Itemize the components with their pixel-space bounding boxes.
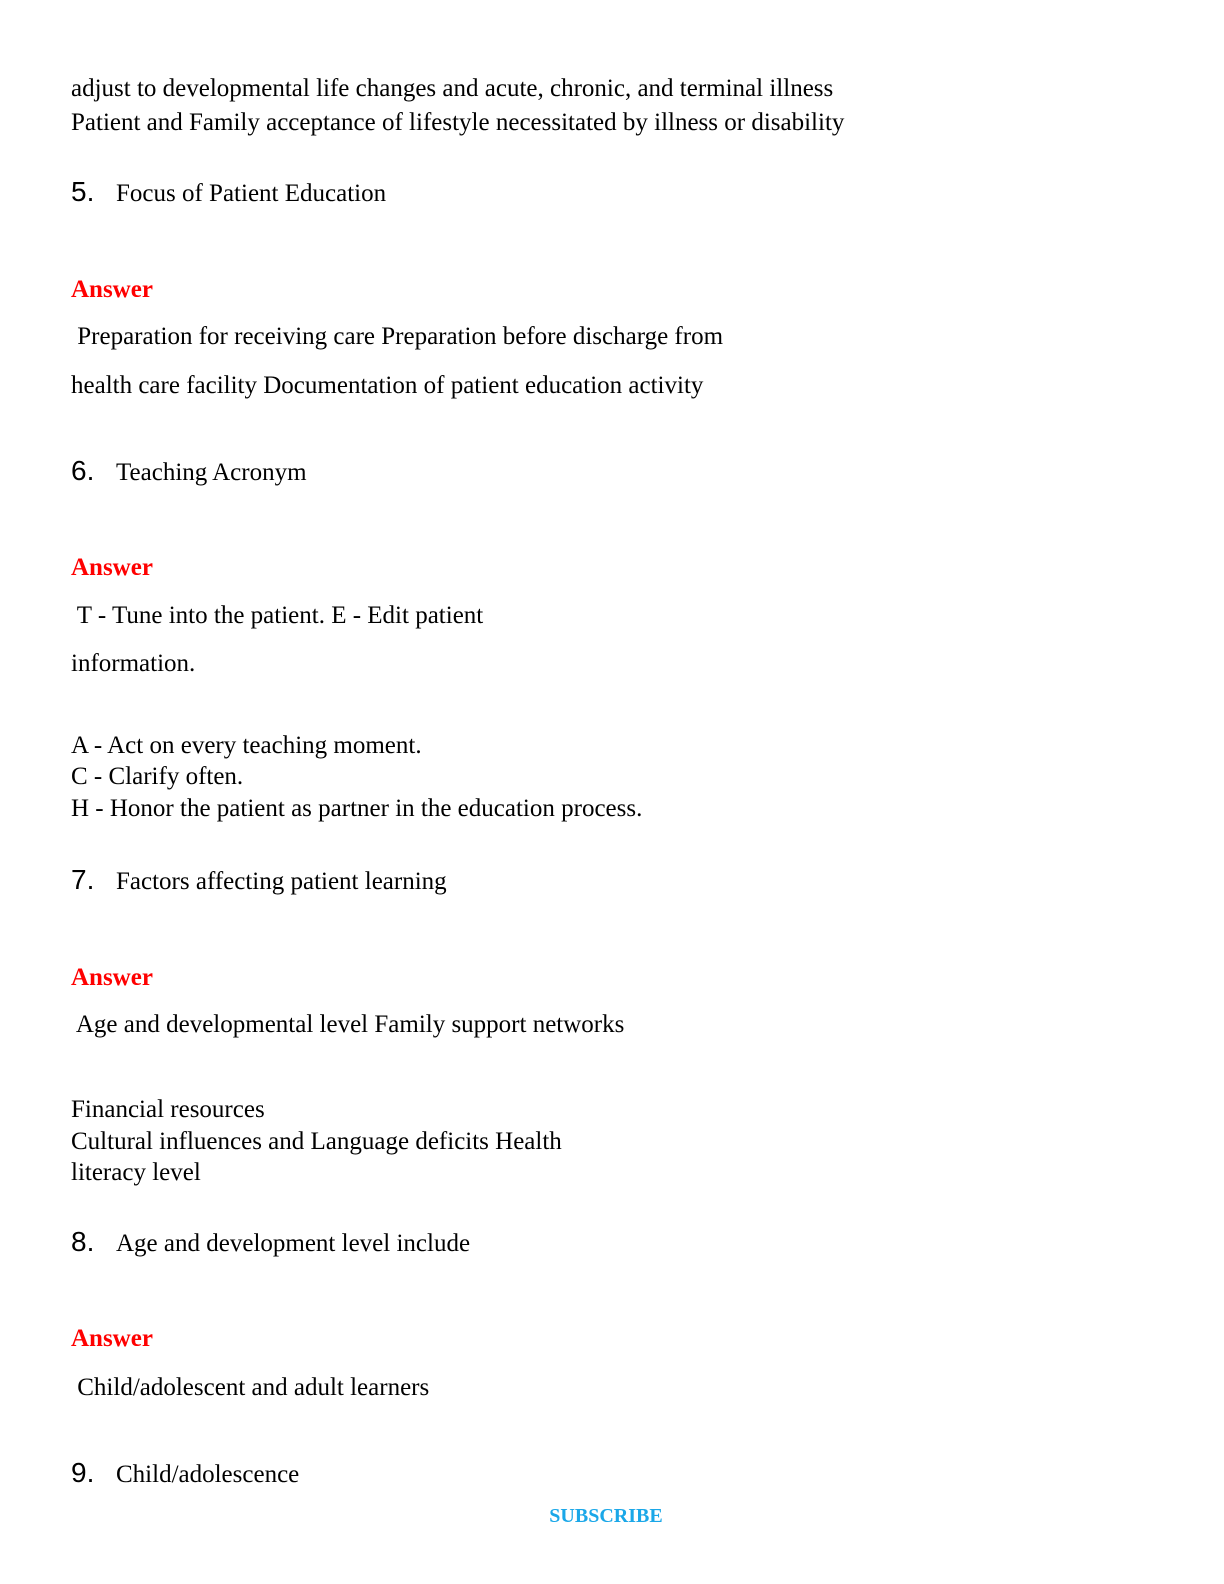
answer-line: Financial resources [71, 1096, 265, 1123]
answer-line: A - Act on every teaching moment. [71, 732, 422, 759]
subscribe-link[interactable]: SUBSCRIBE [549, 1505, 663, 1527]
question-number: 5. [71, 176, 95, 207]
question-number: 6. [71, 455, 95, 486]
answer-label: Answer [71, 964, 153, 991]
intro-line-2: Patient and Family acceptance of lifestyle necessitated by illness or disability [71, 109, 845, 136]
answer-line: literacy level [71, 1159, 201, 1186]
answer-line: information. [71, 650, 196, 677]
answer-line: Cultural influences and Language deficits Health [71, 1128, 562, 1155]
answer-line: Preparation for receiving care Preparation before discharge from [71, 323, 724, 350]
intro-line-1: adjust to developmental life changes and acute, chronic, and terminal illness [71, 75, 834, 102]
question-title: Child/adolescence [116, 1461, 300, 1488]
answer-line: C - Clarify often. [71, 763, 244, 790]
answer-line: Child/adolescent and adult learners [71, 1374, 430, 1401]
question-9 [71, 1459, 299, 1487]
answer-label: Answer [71, 276, 153, 303]
answer-line: health care facility Documentation of patient education activity [71, 372, 704, 399]
question-5 [71, 178, 386, 206]
answer-label: Answer [71, 554, 153, 581]
question-title: Focus of Patient Education [116, 180, 387, 207]
question-7 [71, 866, 447, 894]
question-number: 9. [71, 1457, 95, 1488]
answer-label: Answer [71, 1325, 153, 1352]
question-6 [71, 457, 307, 485]
question-title: Factors affecting patient learning [116, 868, 447, 895]
question-title: Age and development level include [116, 1230, 471, 1257]
answer-line: H - Honor the patient as partner in the education process. [71, 795, 643, 822]
question-number: 7. [71, 864, 95, 895]
question-8 [71, 1228, 470, 1256]
question-number: 8. [71, 1226, 95, 1257]
question-title: Teaching Acronym [116, 459, 307, 486]
answer-line: Age and developmental level Family support networks [71, 1011, 625, 1038]
answer-line: T - Tune into the patient. E - Edit patient [71, 602, 484, 629]
